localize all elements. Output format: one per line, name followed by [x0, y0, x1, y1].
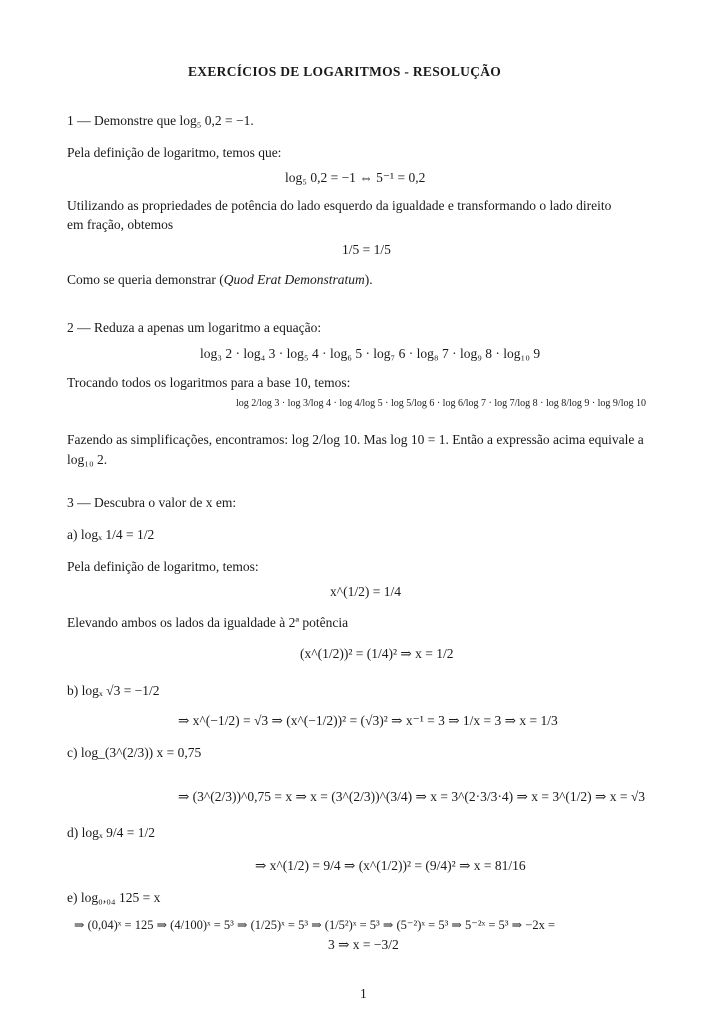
q3e-equation-line-1: ⇒ (0,04)ˣ = 125 ⇒ (4/100)ˣ = 5³ ⇒ (1/25)ˣ = 5³ ⇒ (1/5²)ˣ = 5³ ⇒ (5⁻²)ˣ = 5³ ⇒ 5⁻²ˣ = 5³ ⇒ −2x =	[74, 918, 555, 932]
q1-conclusion	[67, 272, 373, 288]
q3e-label: e) log₀,₀₄ 125 = x	[67, 890, 161, 905]
q3c-equation: ⇒ (3^(2/3))^0,75 = x ⇒ x = (3^(2/3))^(3/4) ⇒ x = 3^(2·3/3·4) ⇒ x = 3^(1/2) ⇒ x = √3	[178, 789, 645, 804]
q1-conclusion-post: ).	[364, 272, 373, 287]
q2-statement: 2 — Reduza a apenas um logaritmo a equação:	[67, 320, 322, 335]
q3a-label: a) logₓ 1/4 = 1/2	[67, 527, 155, 542]
q1-statement: 1 — Demonstre que log₅ 0,2 = −1.	[67, 113, 254, 128]
q2-intro: Trocando todos os logaritmos para a base 10, temos:	[67, 375, 351, 390]
q3b-label: b) logₓ √3 = −1/2	[67, 683, 160, 698]
q2-simplification	[67, 432, 644, 448]
q3c-label: c) log_(3^(2/3)) x = 0,75	[67, 745, 202, 760]
q3e-equation-line-2: 3 ⇒ x = −3/2	[328, 937, 399, 952]
q2-simpl-last: log₁₀ 2.	[67, 452, 108, 467]
q2-simpl-post: . Mas log 10 = 1. Então a expressão acima equivale a	[356, 432, 644, 447]
q2-simpl-frac: log 2/log 10	[291, 432, 357, 447]
q3a-equation-2: (x^(1/2))² = (1/4)² ⇒ x = 1/2	[300, 646, 454, 661]
q3a-intro-2: Elevando ambos os lados da igualdade à 2ª potência	[67, 615, 349, 630]
q3b-equation: ⇒ x^(−1/2) = √3 ⇒ (x^(−1/2))² = (√3)² ⇒ x⁻¹ = 3 ⇒ 1/x = 3 ⇒ x = 1/3	[178, 713, 558, 728]
q1-explain-line-2: em fração, obtemos	[67, 217, 174, 232]
q3a-equation-1: x^(1/2) = 1/4	[330, 584, 401, 599]
q3-statement: 3 — Descubra o valor de x em:	[67, 495, 237, 510]
q1-equation-2: 1/5 = 1/5	[342, 242, 391, 257]
q1-conclusion-latin: Quod Erat Demonstratum	[223, 272, 365, 287]
q3a-intro: Pela definição de logaritmo, temos:	[67, 559, 259, 574]
q2-equation-1: log₃ 2 · log₄ 3 · log₅ 4 · log₆ 5 · log₇ 6 · log₈ 7 · log₉ 8 · log₁₀ 9	[200, 346, 541, 361]
page-title: EXERCÍCIOS DE LOGARITMOS - RESOLUÇÃO	[188, 64, 502, 79]
q1-intro: Pela definição de logaritmo, temos que:	[67, 145, 282, 160]
q1-equation-1: log₅ 0,2 = −1 ⇔ 5⁻¹ = 0,2	[285, 170, 426, 185]
q2-simpl-pre: Fazendo as simplificações, encontramos:	[67, 432, 289, 447]
page-number: 1	[360, 986, 367, 1001]
q3d-equation: ⇒ x^(1/2) = 9/4 ⇒ (x^(1/2))² = (9/4)² ⇒ x = 81/16	[255, 858, 526, 873]
q1-conclusion-pre: Como se queria demonstrar (	[67, 272, 224, 287]
q3d-label: d) logₓ 9/4 = 1/2	[67, 825, 156, 840]
q2-equation-2: log 2/log 3 · log 3/log 4 · log 4/log 5 · log 5/log 6 · log 6/log 7 · log 7/log 8 · log 8/log 9 · log 9/log 10	[236, 398, 646, 409]
q1-explain-line-1: Utilizando as propriedades de potência do lado esquerdo da igualdade e transformando o lado direito	[67, 198, 612, 213]
